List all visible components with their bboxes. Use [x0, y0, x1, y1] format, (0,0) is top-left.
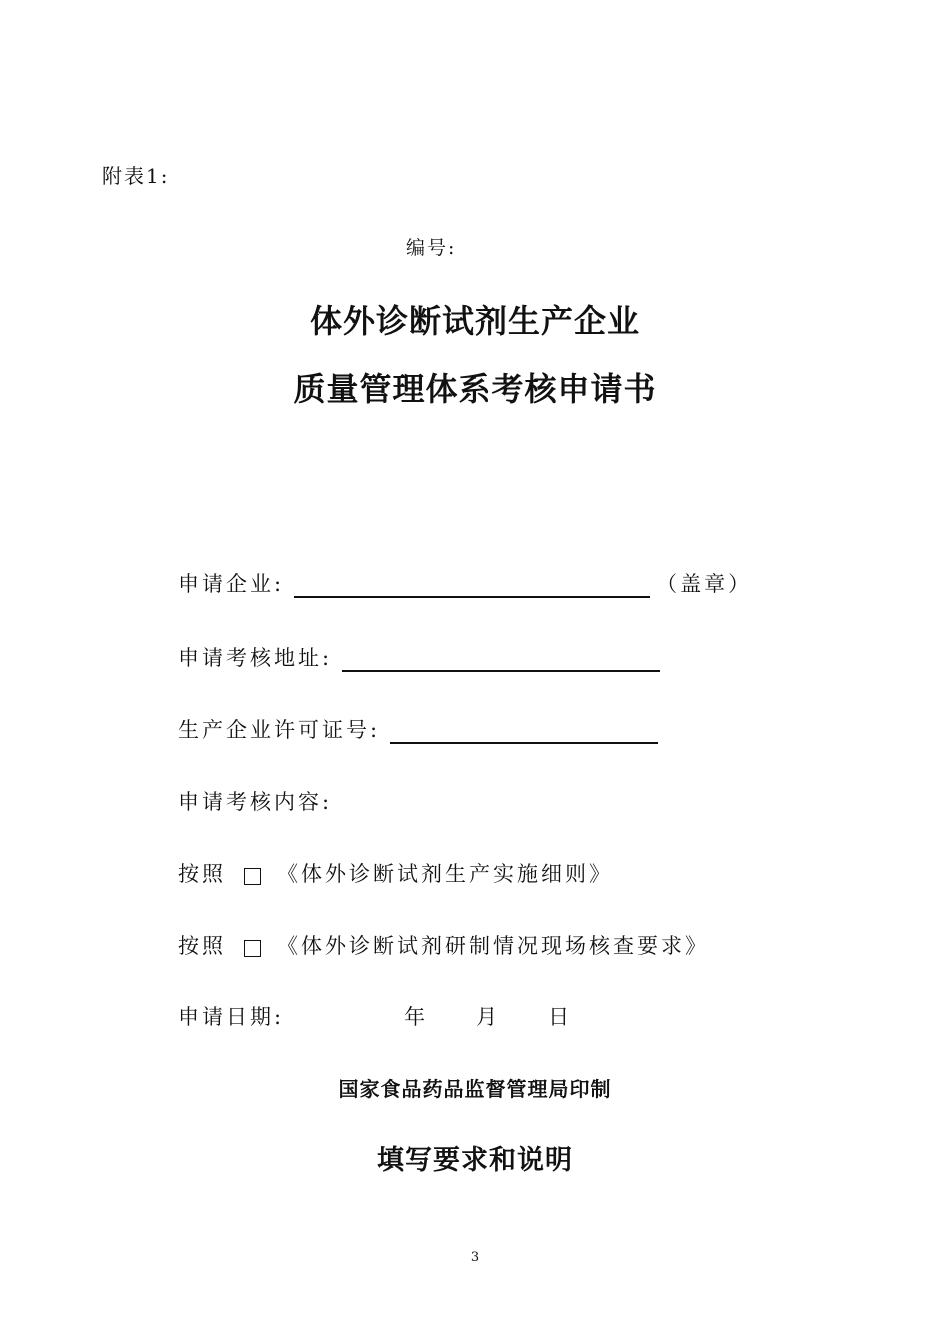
license-label: 生产企业许可证号:	[178, 718, 381, 742]
option2-prefix: 按照	[178, 934, 226, 958]
date-day: 日	[548, 1005, 573, 1029]
date-month: 月	[476, 1005, 501, 1029]
option1-checkbox[interactable]	[244, 868, 261, 885]
address-label: 申请考核地址:	[178, 646, 333, 670]
option1-text: 《体外诊断试剂生产实施细则》	[277, 862, 613, 886]
option1-prefix: 按照	[178, 862, 226, 886]
serial-number-label: 编号:	[406, 237, 457, 259]
applicant-row	[178, 568, 752, 598]
option1-row	[178, 858, 613, 888]
date-label: 申请日期:	[178, 1005, 285, 1029]
option2-checkbox[interactable]	[244, 940, 261, 957]
attachment-label: 附表1:	[102, 164, 170, 188]
instructions-heading: 填写要求和说明	[377, 1145, 573, 1176]
applicant-blank[interactable]	[294, 574, 650, 598]
content-row	[178, 786, 332, 816]
date-row	[178, 1001, 572, 1031]
license-blank[interactable]	[390, 720, 658, 744]
date-year: 年	[404, 1005, 429, 1029]
seal-note: （盖章）	[656, 572, 753, 596]
publisher-line: 国家食品药品监督管理局印制	[338, 1077, 612, 1101]
content-label: 申请考核内容:	[178, 790, 333, 814]
license-row	[178, 714, 658, 744]
address-blank[interactable]	[342, 648, 660, 672]
address-row	[178, 642, 660, 672]
applicant-label: 申请企业:	[178, 572, 285, 596]
option2-row	[178, 930, 709, 960]
document-title-line1: 体外诊断试剂生产企业	[309, 302, 640, 340]
page-number: 3	[470, 1250, 480, 1265]
document-title-line2: 质量管理体系考核申请书	[293, 370, 657, 408]
option2-text: 《体外诊断试剂研制情况现场核查要求》	[277, 934, 709, 958]
